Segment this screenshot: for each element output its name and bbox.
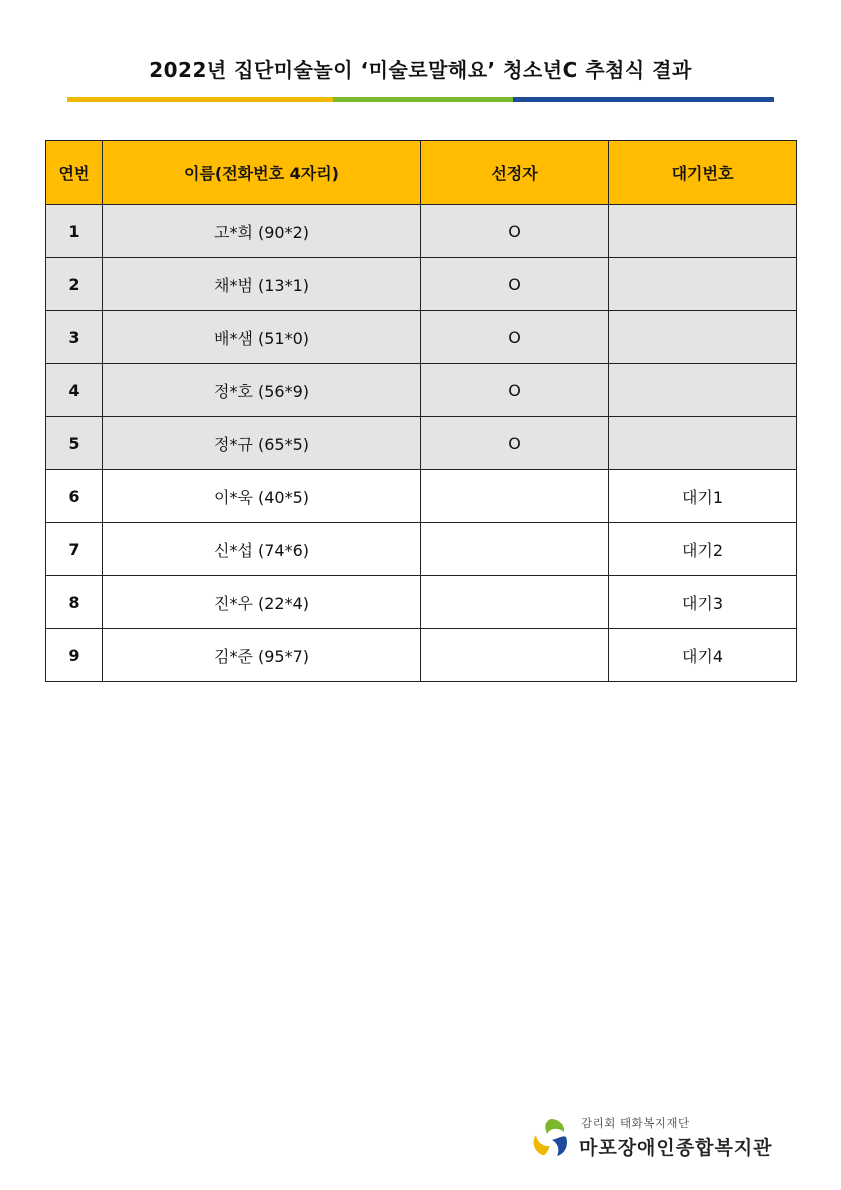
row-selected: O	[421, 258, 609, 311]
row-name: 채*범 (13*1)	[103, 258, 421, 311]
row-name: 정*호 (56*9)	[103, 364, 421, 417]
row-name: 이*욱 (40*5)	[103, 470, 421, 523]
row-selected	[421, 523, 609, 576]
row-waitlist: 대기1	[609, 470, 797, 523]
row-selected	[421, 576, 609, 629]
table-row	[46, 311, 797, 364]
row-waitlist: 대기2	[609, 523, 797, 576]
title-underline-yellow	[67, 97, 333, 102]
row-waitlist	[609, 417, 797, 470]
title-underline-green	[333, 97, 513, 102]
table-row	[46, 364, 797, 417]
row-selected: O	[421, 311, 609, 364]
row-waitlist: 대기3	[609, 576, 797, 629]
row-number: 3	[46, 311, 103, 364]
table-row	[46, 523, 797, 576]
logo-name: 마포장애인종합복지관	[579, 1137, 773, 1159]
row-name: 고*희 (90*2)	[103, 205, 421, 258]
row-number: 1	[46, 205, 103, 258]
row-number: 8	[46, 576, 103, 629]
header-waitlist: 대기번호	[609, 141, 797, 205]
row-name: 배*샘 (51*0)	[103, 311, 421, 364]
row-number: 4	[46, 364, 103, 417]
row-selected: O	[421, 364, 609, 417]
row-waitlist	[609, 364, 797, 417]
row-number: 9	[46, 629, 103, 682]
row-selected: O	[421, 205, 609, 258]
page-title: 2022년 집단미술놀이 ‘미술로말해요’ 청소년C 추첨식 결과	[149, 58, 692, 82]
row-name: 정*규 (65*5)	[103, 417, 421, 470]
table-header-row	[46, 141, 797, 205]
results-table	[45, 140, 797, 682]
logo-subtitle: 감리회 태화복지재단	[581, 1116, 690, 1130]
organization-logo	[528, 1115, 808, 1165]
row-name: 신*섭 (74*6)	[103, 523, 421, 576]
row-number: 6	[46, 470, 103, 523]
row-waitlist	[609, 311, 797, 364]
row-selected	[421, 629, 609, 682]
row-number: 7	[46, 523, 103, 576]
row-waitlist	[609, 205, 797, 258]
table-row	[46, 417, 797, 470]
table-row	[46, 205, 797, 258]
row-name: 김*준 (95*7)	[103, 629, 421, 682]
row-selected: O	[421, 417, 609, 470]
row-number: 5	[46, 417, 103, 470]
header-number: 연번	[46, 141, 103, 205]
row-name: 진*우 (22*4)	[103, 576, 421, 629]
row-selected	[421, 470, 609, 523]
row-waitlist: 대기4	[609, 629, 797, 682]
row-number: 2	[46, 258, 103, 311]
table-row	[46, 629, 797, 682]
table-row	[46, 576, 797, 629]
swirl-logo-icon	[528, 1115, 574, 1161]
header-name: 이름(전화번호 4자리)	[103, 141, 421, 205]
title-underline-blue	[513, 97, 774, 102]
table-row	[46, 470, 797, 523]
row-waitlist	[609, 258, 797, 311]
header-selected: 선정자	[421, 141, 609, 205]
table-row	[46, 258, 797, 311]
